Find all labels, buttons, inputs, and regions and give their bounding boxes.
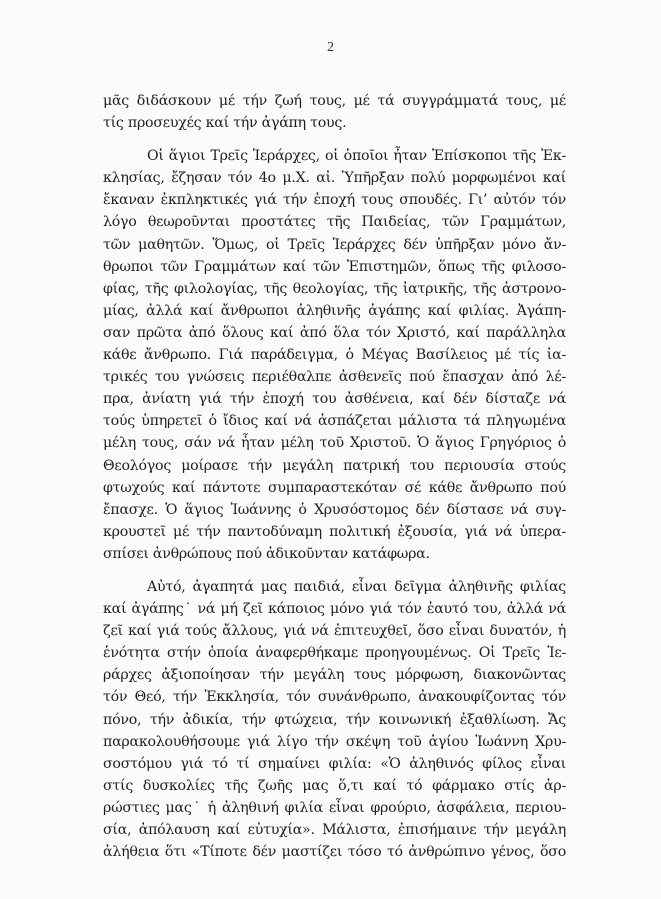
text-line: ρώστιες μας˙ ἡ ἀληθινή φιλία εἶναι φρούριο, ἀσφάλεια, περιου- bbox=[103, 799, 566, 816]
text-line: καί ἀγάπης˙ νά μή ζεῖ κάποιος μόνο γιά τόν ἑαυτό του, ἀλλά νά bbox=[103, 601, 566, 618]
body-text bbox=[103, 90, 566, 874]
text-line: σία, ἀπόλαυση καί εὐτυχία». Μάλιστα, ἐπισήμαινε τήν μεγάλη bbox=[103, 822, 566, 838]
text-line: ζεῖ καί γιά τούς ἄλλους, γιά νά ἐπιτευχθεῖ, ὅσο εἶναι δυνατόν, ἡ bbox=[103, 623, 566, 640]
text-line: φίας, τῆς φιλολογίας, τῆς θεολογίας, τῆς ἰατρικῆς, τῆς ἀστρονο- bbox=[103, 280, 566, 297]
text-line: παρακολουθήσουμε γιά λίγο τήν σκέψη τοῦ ἁγίου Ἰωάννη Χρυ- bbox=[103, 733, 566, 750]
text-line: ἀλήθεια ὅτι «Τίποτε δέν μαστίζει τόσο τό ἀνθρώπινο γένος, ὅσο bbox=[103, 844, 566, 861]
text-line: τόν Θεό, τήν Ἐκκλησία, τόν συνάνθρωπο, ἀνακουφίζοντας τόν bbox=[103, 689, 566, 706]
text-line: πρα, ἀνίατη γιά τήν ἐποχή του ἀσθένεια, καί δέν δίσταζε νά bbox=[103, 391, 566, 408]
text-line: τῶν μαθητῶν. Ὅμως, οἱ Τρεῖς Ἱεράρχες δέν ὑπῆρξαν μόνο ἄν- bbox=[103, 236, 566, 253]
text-line: Οἱ ἅγιοι Τρεῖς Ἱεράρχες, οἱ ὁποῖοι ἦταν Ἐπίσκοποι τῆς Ἐκ- bbox=[147, 148, 566, 165]
paragraph-1 bbox=[103, 90, 566, 134]
text-line: μᾶς διδάσκουν μέ τήν ζωή τους, μέ τά συγγράμματά τους, μέ bbox=[103, 93, 566, 109]
text-line: σαν πρῶτα ἀπό ὅλους καί ἀπό ὅλα τόν Χριστό, καί παράλληλα bbox=[103, 324, 566, 341]
text-line: μέλη τους, σάν νά ἦταν μέλη τοῦ Χριστοῦ. Ὁ ἅγιος Γρηγόριος ὁ bbox=[103, 435, 566, 452]
text-line: ἔκαναν ἐκπληκτικές γιά τήν ἐποχή τους σπουδές. Γι’ αὐτόν τόν bbox=[103, 192, 566, 209]
text-line: φτωχούς καί πάντοτε συμπαραστεκόταν σέ κάθε ἄνθρωπο πού bbox=[103, 479, 566, 496]
text-line: Αὐτό, ἀγαπητά μας παιδιά, εἶναι δεῖγμα ἀληθινῆς φιλίας bbox=[147, 578, 566, 595]
text-line: σοστόμου γιά τό τί σημαίνει φιλία: «Ὁ ἀληθινός φίλος εἶναι bbox=[103, 755, 566, 772]
text-line: ἑνότητα στήν ὁποία ἀναφερθήκαμε προηγουμένως. Οἱ Τρεῖς Ἱε- bbox=[103, 645, 566, 662]
text-line: ράρχες ἀξιοποίησαν τήν μεγάλη τους μόρφωση, διακονῶντας bbox=[103, 667, 566, 684]
text-line: κάθε ἄνθρωπο. Γιά παράδειγμα, ὁ Μέγας Βασίλειος μέ τίς ἰα- bbox=[103, 347, 566, 364]
text-line: στίς δυσκολίες τῆς ζωῆς μας ὅ,τι καί τό φάρμακο στίς ἀρ- bbox=[103, 777, 566, 794]
text-line: κρουστεῖ μέ τήν παντοδύναμη πολιτική ἐξουσία, γιά νά ὑπερα- bbox=[103, 523, 566, 540]
text-line: λόγο θεωροῦνται προστάτες τῆς Παιδείας, τῶν Γραμμάτων, bbox=[103, 214, 566, 231]
text-line: μίας, ἀλλά καί ἄνθρωποι ἀληθινῆς ἀγάπης καί φιλίας. Ἀγάπη- bbox=[103, 302, 566, 319]
text-line: θρωποι τῶν Γραμμάτων καί τῶν Ἐπιστημῶν, ὅπως τῆς φιλοσο- bbox=[103, 258, 566, 275]
text-line: τίς προσευχές καί τήν ἀγάπη τους. bbox=[103, 115, 347, 132]
text-line: σπίσει ἀνθρώπους πού ἀδικοῦνταν κατάφωρα. bbox=[103, 545, 430, 562]
text-line: Θεολόγος μοίρασε τήν μεγάλη πατρική του περιουσία στούς bbox=[103, 457, 566, 474]
text-line: πόνο, τήν ἀδικία, τήν φτώχεια, τήν κοινωνική ἐξαθλίωση. Ἄς bbox=[103, 711, 566, 728]
text-line: ἔπασχε. Ὁ ἅγιος Ἰωάννης ὁ Χρυσόστομος δέν δίστασε νά συγ- bbox=[103, 501, 566, 518]
text-line: κλησίας, ἔζησαν τόν 4ο μ.Χ. αἰ. Ὑπῆρξαν πολύ μορφωμένοι καί bbox=[103, 170, 566, 187]
paragraph-2 bbox=[103, 145, 566, 565]
text-line: τούς ὑπηρετεῖ ὁ ἴδιος καί νά ἀσπάζεται μάλιστα τά πληγωμένα bbox=[103, 413, 566, 430]
page-number: 2 bbox=[327, 40, 334, 55]
text-line: τρικές του γνώσεις περιέθαλπε ἀσθενεῖς πού ἔπασχαν ἀπό λέ- bbox=[103, 369, 566, 386]
paragraph-3 bbox=[103, 576, 566, 863]
